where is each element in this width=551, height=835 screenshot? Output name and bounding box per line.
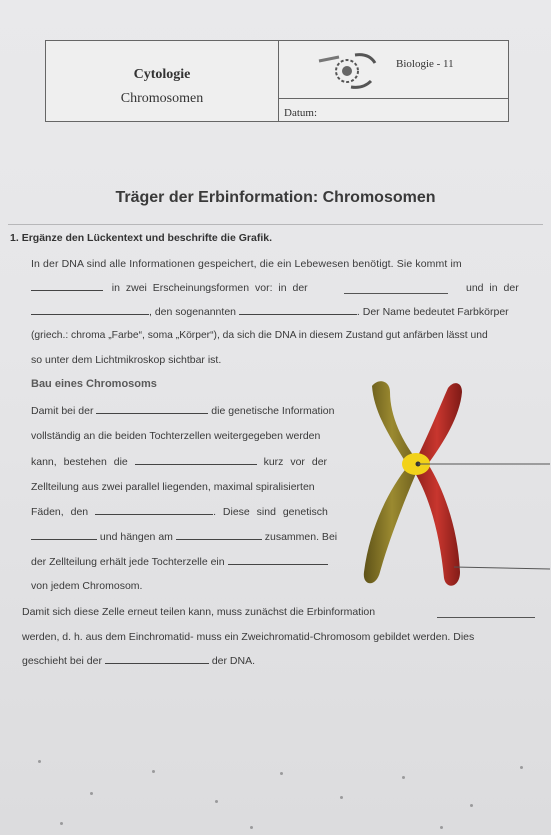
chromatid-left bbox=[364, 381, 420, 583]
text-segment: . Der Name bedeutet Farbkörper bbox=[356, 306, 509, 318]
text-line bbox=[31, 405, 334, 417]
text-segment: . Diese sind genetisch bbox=[213, 506, 328, 518]
blank-field[interactable] bbox=[228, 556, 328, 565]
text-segment: der DNA. bbox=[211, 655, 256, 667]
text-line: von jedem Chromosom. bbox=[31, 580, 143, 592]
text-line: vollständig an die beiden Tochterzellen weitergegeben werden bbox=[31, 430, 321, 442]
text-segment: Damit bei der bbox=[31, 405, 94, 417]
blank-field[interactable] bbox=[96, 405, 208, 414]
text-line: (griech.: chroma „Farbe“, soma „Körper“), da sich die DNA in diesem Zustand gut anfärben lässt und bbox=[31, 330, 488, 341]
text-line bbox=[31, 456, 327, 468]
blank-field[interactable] bbox=[176, 531, 262, 540]
text-segment: in zwei Erscheinungsformen vor: in der bbox=[111, 282, 308, 294]
blank-field[interactable] bbox=[437, 617, 535, 618]
chromatid-right bbox=[412, 383, 462, 586]
text-segment: der Zellteilung erhält jede Tochterzelle ein bbox=[31, 556, 225, 568]
text-segment: und in der bbox=[466, 282, 519, 294]
page-title: Träger der Erbinformation: Chromosomen bbox=[115, 189, 436, 206]
text-segment: Fäden, den bbox=[31, 506, 89, 518]
header-divider bbox=[278, 98, 508, 99]
text-line bbox=[22, 655, 255, 667]
blank-field[interactable] bbox=[344, 293, 448, 294]
text-segment: , den sogenannten bbox=[149, 306, 236, 318]
task-number: 1. bbox=[10, 232, 19, 244]
text-segment: kann, bestehen die bbox=[31, 456, 128, 468]
blank-field[interactable] bbox=[239, 306, 357, 315]
text-line bbox=[31, 306, 509, 318]
course-label: Biologie - 11 bbox=[396, 58, 454, 70]
text-segment: und hängen am bbox=[99, 531, 173, 543]
blank-field[interactable] bbox=[95, 506, 213, 515]
school-logo bbox=[311, 47, 381, 93]
text-line: werden, d. h. aus dem Einchromatid- muss ein Zweichromatid-Chromosom gebildet werden. Dies bbox=[22, 631, 475, 643]
text-line bbox=[31, 282, 308, 294]
text-segment: kurz vor der bbox=[263, 456, 328, 468]
blank-field[interactable] bbox=[31, 306, 149, 315]
topic-label: Chromosomen bbox=[120, 91, 204, 106]
section-heading: Bau eines Chromosoms bbox=[31, 378, 157, 390]
text-line: so unter dem Lichtmikroskop sichtbar ist. bbox=[31, 354, 222, 366]
text-line: Zellteilung aus zwei parallel liegenden, maximal spiralisierten bbox=[31, 481, 315, 493]
blank-field[interactable] bbox=[105, 655, 209, 664]
date-label: Datum: bbox=[284, 107, 317, 119]
task-instruction bbox=[10, 232, 272, 244]
text-line bbox=[31, 531, 337, 543]
title-divider bbox=[8, 224, 543, 225]
text-segment: Damit sich diese Zelle erneut teilen kann, muss zunächst die Erbinformation bbox=[22, 606, 376, 618]
text-line bbox=[31, 556, 328, 568]
text-segment: zusammen. Bei bbox=[264, 531, 338, 543]
blank-field[interactable] bbox=[135, 456, 257, 465]
blank-field[interactable] bbox=[31, 531, 97, 540]
label-line bbox=[454, 567, 550, 569]
header-table bbox=[45, 40, 509, 122]
text-line bbox=[22, 606, 375, 618]
subject-label: Cytologie bbox=[133, 67, 191, 82]
blank-field[interactable] bbox=[31, 282, 103, 291]
text-line: In der DNA sind alle Informationen gespeichert, die ein Lebewesen benötigt. Sie kommt im bbox=[31, 258, 462, 270]
header-divider bbox=[278, 41, 279, 121]
text-line bbox=[31, 506, 328, 518]
text-segment: die genetische Information bbox=[211, 405, 335, 417]
text-segment: geschieht bei der bbox=[22, 655, 102, 667]
chromosome-illustration bbox=[350, 376, 550, 598]
task-text: Ergänze den Lückentext und beschrifte die Grafik. bbox=[21, 232, 272, 244]
